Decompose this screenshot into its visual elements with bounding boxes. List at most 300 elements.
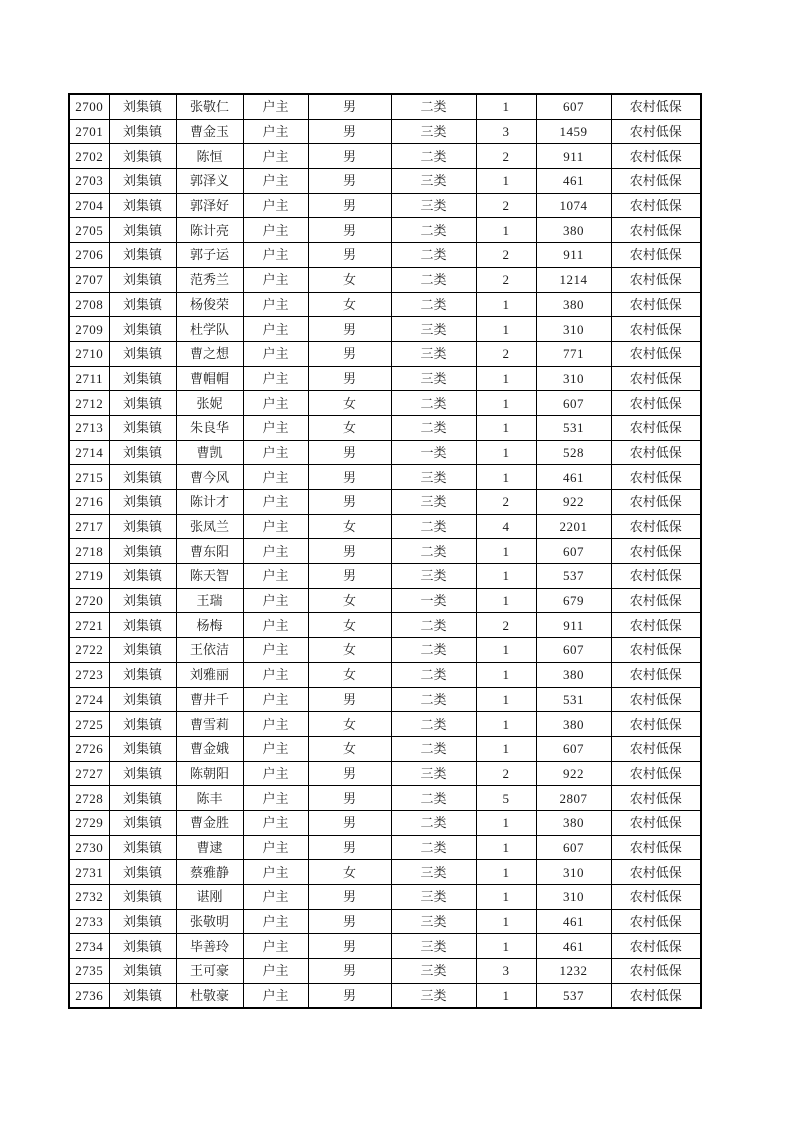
gender-cell: 男 xyxy=(308,885,391,910)
gender-cell: 女 xyxy=(308,415,391,440)
category-cell: 三类 xyxy=(391,564,476,589)
gender-cell: 男 xyxy=(308,983,391,1008)
serial-cell: 2703 xyxy=(69,169,109,194)
table-row xyxy=(69,193,701,218)
town-cell: 刘集镇 xyxy=(109,415,176,440)
amount-cell: 2807 xyxy=(536,786,611,811)
table-row xyxy=(69,662,701,687)
subsidy-type-cell: 农村低保 xyxy=(611,267,701,292)
name-cell: 朱良华 xyxy=(176,415,243,440)
name-cell: 曹雪莉 xyxy=(176,712,243,737)
relation-cell: 户主 xyxy=(243,267,308,292)
subsidy-type-cell: 农村低保 xyxy=(611,712,701,737)
table-row xyxy=(69,934,701,959)
table-row xyxy=(69,564,701,589)
household-count-cell: 1 xyxy=(476,391,536,416)
category-cell: 三类 xyxy=(391,366,476,391)
amount-cell: 531 xyxy=(536,687,611,712)
amount-cell: 607 xyxy=(536,539,611,564)
serial-cell: 2733 xyxy=(69,909,109,934)
gender-cell: 男 xyxy=(308,169,391,194)
household-count-cell: 1 xyxy=(476,736,536,761)
town-cell: 刘集镇 xyxy=(109,588,176,613)
subsidy-type-cell: 农村低保 xyxy=(611,490,701,515)
relation-cell: 户主 xyxy=(243,564,308,589)
table-row xyxy=(69,959,701,984)
category-cell: 二类 xyxy=(391,662,476,687)
subsidy-type-cell: 农村低保 xyxy=(611,959,701,984)
amount-cell: 2201 xyxy=(536,514,611,539)
name-cell: 曹金娥 xyxy=(176,736,243,761)
amount-cell: 528 xyxy=(536,440,611,465)
gender-cell: 男 xyxy=(308,539,391,564)
welfare-register-table xyxy=(68,93,702,1009)
subsidy-type-cell: 农村低保 xyxy=(611,193,701,218)
amount-cell: 911 xyxy=(536,144,611,169)
serial-cell: 2729 xyxy=(69,810,109,835)
relation-cell: 户主 xyxy=(243,119,308,144)
table-row xyxy=(69,539,701,564)
table-row xyxy=(69,761,701,786)
amount-cell: 380 xyxy=(536,292,611,317)
table-row xyxy=(69,885,701,910)
amount-cell: 922 xyxy=(536,761,611,786)
relation-cell: 户主 xyxy=(243,243,308,268)
name-cell: 郭泽好 xyxy=(176,193,243,218)
serial-cell: 2712 xyxy=(69,391,109,416)
serial-cell: 2736 xyxy=(69,983,109,1008)
name-cell: 张凤兰 xyxy=(176,514,243,539)
gender-cell: 女 xyxy=(308,736,391,761)
serial-cell: 2732 xyxy=(69,885,109,910)
serial-cell: 2730 xyxy=(69,835,109,860)
relation-cell: 户主 xyxy=(243,860,308,885)
category-cell: 二类 xyxy=(391,391,476,416)
relation-cell: 户主 xyxy=(243,169,308,194)
household-count-cell: 3 xyxy=(476,119,536,144)
gender-cell: 男 xyxy=(308,761,391,786)
table-row xyxy=(69,391,701,416)
subsidy-type-cell: 农村低保 xyxy=(611,662,701,687)
town-cell: 刘集镇 xyxy=(109,712,176,737)
category-cell: 二类 xyxy=(391,243,476,268)
amount-cell: 1232 xyxy=(536,959,611,984)
serial-cell: 2731 xyxy=(69,860,109,885)
category-cell: 二类 xyxy=(391,613,476,638)
relation-cell: 户主 xyxy=(243,638,308,663)
gender-cell: 男 xyxy=(308,909,391,934)
amount-cell: 911 xyxy=(536,613,611,638)
town-cell: 刘集镇 xyxy=(109,440,176,465)
relation-cell: 户主 xyxy=(243,440,308,465)
town-cell: 刘集镇 xyxy=(109,539,176,564)
amount-cell: 461 xyxy=(536,909,611,934)
serial-cell: 2717 xyxy=(69,514,109,539)
subsidy-type-cell: 农村低保 xyxy=(611,292,701,317)
subsidy-type-cell: 农村低保 xyxy=(611,465,701,490)
category-cell: 三类 xyxy=(391,885,476,910)
gender-cell: 男 xyxy=(308,687,391,712)
table-row xyxy=(69,440,701,465)
town-cell: 刘集镇 xyxy=(109,119,176,144)
household-count-cell: 4 xyxy=(476,514,536,539)
relation-cell: 户主 xyxy=(243,835,308,860)
category-cell: 二类 xyxy=(391,810,476,835)
relation-cell: 户主 xyxy=(243,687,308,712)
household-count-cell: 2 xyxy=(476,761,536,786)
relation-cell: 户主 xyxy=(243,810,308,835)
town-cell: 刘集镇 xyxy=(109,761,176,786)
amount-cell: 1459 xyxy=(536,119,611,144)
subsidy-type-cell: 农村低保 xyxy=(611,860,701,885)
relation-cell: 户主 xyxy=(243,144,308,169)
serial-cell: 2720 xyxy=(69,588,109,613)
serial-cell: 2710 xyxy=(69,341,109,366)
town-cell: 刘集镇 xyxy=(109,687,176,712)
household-count-cell: 2 xyxy=(476,490,536,515)
serial-cell: 2719 xyxy=(69,564,109,589)
table-row xyxy=(69,860,701,885)
serial-cell: 2707 xyxy=(69,267,109,292)
category-cell: 三类 xyxy=(391,959,476,984)
household-count-cell: 1 xyxy=(476,588,536,613)
serial-cell: 2706 xyxy=(69,243,109,268)
amount-cell: 922 xyxy=(536,490,611,515)
category-cell: 三类 xyxy=(391,490,476,515)
serial-cell: 2702 xyxy=(69,144,109,169)
town-cell: 刘集镇 xyxy=(109,786,176,811)
household-count-cell: 2 xyxy=(476,243,536,268)
relation-cell: 户主 xyxy=(243,786,308,811)
household-count-cell: 2 xyxy=(476,144,536,169)
relation-cell: 户主 xyxy=(243,317,308,342)
category-cell: 二类 xyxy=(391,415,476,440)
subsidy-type-cell: 农村低保 xyxy=(611,243,701,268)
relation-cell: 户主 xyxy=(243,934,308,959)
household-count-cell: 1 xyxy=(476,909,536,934)
gender-cell: 男 xyxy=(308,193,391,218)
name-cell: 曹帽帽 xyxy=(176,366,243,391)
gender-cell: 男 xyxy=(308,317,391,342)
name-cell: 曹金胜 xyxy=(176,810,243,835)
household-count-cell: 1 xyxy=(476,539,536,564)
gender-cell: 女 xyxy=(308,292,391,317)
household-count-cell: 2 xyxy=(476,193,536,218)
category-cell: 三类 xyxy=(391,860,476,885)
table-row xyxy=(69,415,701,440)
relation-cell: 户主 xyxy=(243,613,308,638)
subsidy-type-cell: 农村低保 xyxy=(611,341,701,366)
category-cell: 二类 xyxy=(391,267,476,292)
town-cell: 刘集镇 xyxy=(109,490,176,515)
household-count-cell: 5 xyxy=(476,786,536,811)
amount-cell: 771 xyxy=(536,341,611,366)
table-row xyxy=(69,687,701,712)
name-cell: 曹金玉 xyxy=(176,119,243,144)
town-cell: 刘集镇 xyxy=(109,983,176,1008)
town-cell: 刘集镇 xyxy=(109,934,176,959)
household-count-cell: 1 xyxy=(476,94,536,119)
category-cell: 三类 xyxy=(391,169,476,194)
town-cell: 刘集镇 xyxy=(109,909,176,934)
name-cell: 陈恒 xyxy=(176,144,243,169)
name-cell: 王依洁 xyxy=(176,638,243,663)
subsidy-type-cell: 农村低保 xyxy=(611,786,701,811)
household-count-cell: 1 xyxy=(476,860,536,885)
serial-cell: 2708 xyxy=(69,292,109,317)
category-cell: 二类 xyxy=(391,218,476,243)
category-cell: 二类 xyxy=(391,638,476,663)
gender-cell: 男 xyxy=(308,119,391,144)
category-cell: 二类 xyxy=(391,687,476,712)
table-row xyxy=(69,736,701,761)
subsidy-type-cell: 农村低保 xyxy=(611,564,701,589)
category-cell: 二类 xyxy=(391,292,476,317)
amount-cell: 461 xyxy=(536,934,611,959)
relation-cell: 户主 xyxy=(243,712,308,737)
relation-cell: 户主 xyxy=(243,983,308,1008)
category-cell: 三类 xyxy=(391,983,476,1008)
name-cell: 陈朝阳 xyxy=(176,761,243,786)
amount-cell: 537 xyxy=(536,983,611,1008)
household-count-cell: 1 xyxy=(476,465,536,490)
town-cell: 刘集镇 xyxy=(109,366,176,391)
gender-cell: 男 xyxy=(308,835,391,860)
household-count-cell: 1 xyxy=(476,687,536,712)
subsidy-type-cell: 农村低保 xyxy=(611,94,701,119)
subsidy-type-cell: 农村低保 xyxy=(611,119,701,144)
category-cell: 一类 xyxy=(391,440,476,465)
subsidy-type-cell: 农村低保 xyxy=(611,613,701,638)
relation-cell: 户主 xyxy=(243,465,308,490)
town-cell: 刘集镇 xyxy=(109,465,176,490)
town-cell: 刘集镇 xyxy=(109,243,176,268)
relation-cell: 户主 xyxy=(243,662,308,687)
table-row xyxy=(69,490,701,515)
serial-cell: 2715 xyxy=(69,465,109,490)
category-cell: 二类 xyxy=(391,736,476,761)
household-count-cell: 2 xyxy=(476,613,536,638)
name-cell: 范秀兰 xyxy=(176,267,243,292)
subsidy-type-cell: 农村低保 xyxy=(611,391,701,416)
name-cell: 杨梅 xyxy=(176,613,243,638)
subsidy-type-cell: 农村低保 xyxy=(611,934,701,959)
town-cell: 刘集镇 xyxy=(109,885,176,910)
category-cell: 三类 xyxy=(391,934,476,959)
name-cell: 王可豪 xyxy=(176,959,243,984)
category-cell: 二类 xyxy=(391,835,476,860)
table-row xyxy=(69,638,701,663)
amount-cell: 607 xyxy=(536,94,611,119)
relation-cell: 户主 xyxy=(243,415,308,440)
subsidy-type-cell: 农村低保 xyxy=(611,440,701,465)
household-count-cell: 1 xyxy=(476,983,536,1008)
subsidy-type-cell: 农村低保 xyxy=(611,687,701,712)
table-row xyxy=(69,514,701,539)
amount-cell: 537 xyxy=(536,564,611,589)
amount-cell: 310 xyxy=(536,317,611,342)
table-row xyxy=(69,613,701,638)
amount-cell: 380 xyxy=(536,218,611,243)
name-cell: 谌刚 xyxy=(176,885,243,910)
gender-cell: 男 xyxy=(308,243,391,268)
table-row xyxy=(69,292,701,317)
subsidy-type-cell: 农村低保 xyxy=(611,835,701,860)
amount-cell: 911 xyxy=(536,243,611,268)
category-cell: 三类 xyxy=(391,317,476,342)
gender-cell: 男 xyxy=(308,490,391,515)
table-row xyxy=(69,169,701,194)
category-cell: 二类 xyxy=(391,514,476,539)
relation-cell: 户主 xyxy=(243,761,308,786)
relation-cell: 户主 xyxy=(243,959,308,984)
household-count-cell: 1 xyxy=(476,835,536,860)
subsidy-type-cell: 农村低保 xyxy=(611,514,701,539)
amount-cell: 1074 xyxy=(536,193,611,218)
gender-cell: 男 xyxy=(308,341,391,366)
gender-cell: 女 xyxy=(308,860,391,885)
gender-cell: 女 xyxy=(308,712,391,737)
household-count-cell: 1 xyxy=(476,440,536,465)
household-count-cell: 1 xyxy=(476,317,536,342)
table-row xyxy=(69,218,701,243)
town-cell: 刘集镇 xyxy=(109,638,176,663)
gender-cell: 女 xyxy=(308,662,391,687)
gender-cell: 女 xyxy=(308,267,391,292)
household-count-cell: 1 xyxy=(476,169,536,194)
serial-cell: 2725 xyxy=(69,712,109,737)
table-row xyxy=(69,317,701,342)
subsidy-type-cell: 农村低保 xyxy=(611,144,701,169)
relation-cell: 户主 xyxy=(243,218,308,243)
table-row xyxy=(69,94,701,119)
household-count-cell: 1 xyxy=(476,218,536,243)
amount-cell: 310 xyxy=(536,885,611,910)
relation-cell: 户主 xyxy=(243,391,308,416)
town-cell: 刘集镇 xyxy=(109,193,176,218)
amount-cell: 679 xyxy=(536,588,611,613)
name-cell: 王瑞 xyxy=(176,588,243,613)
name-cell: 陈丰 xyxy=(176,786,243,811)
relation-cell: 户主 xyxy=(243,909,308,934)
subsidy-type-cell: 农村低保 xyxy=(611,810,701,835)
serial-cell: 2735 xyxy=(69,959,109,984)
town-cell: 刘集镇 xyxy=(109,391,176,416)
relation-cell: 户主 xyxy=(243,94,308,119)
gender-cell: 男 xyxy=(308,465,391,490)
table-row xyxy=(69,983,701,1008)
subsidy-type-cell: 农村低保 xyxy=(611,169,701,194)
household-count-cell: 2 xyxy=(476,341,536,366)
gender-cell: 女 xyxy=(308,588,391,613)
table-row xyxy=(69,786,701,811)
table-row xyxy=(69,712,701,737)
category-cell: 二类 xyxy=(391,94,476,119)
household-count-cell: 1 xyxy=(476,662,536,687)
amount-cell: 1214 xyxy=(536,267,611,292)
table-row xyxy=(69,366,701,391)
name-cell: 郭泽义 xyxy=(176,169,243,194)
table-row xyxy=(69,243,701,268)
household-count-cell: 1 xyxy=(476,292,536,317)
table-row xyxy=(69,267,701,292)
category-cell: 三类 xyxy=(391,465,476,490)
town-cell: 刘集镇 xyxy=(109,514,176,539)
serial-cell: 2714 xyxy=(69,440,109,465)
household-count-cell: 3 xyxy=(476,959,536,984)
amount-cell: 607 xyxy=(536,391,611,416)
household-count-cell: 1 xyxy=(476,366,536,391)
town-cell: 刘集镇 xyxy=(109,860,176,885)
table-row xyxy=(69,909,701,934)
gender-cell: 男 xyxy=(308,366,391,391)
town-cell: 刘集镇 xyxy=(109,94,176,119)
gender-cell: 女 xyxy=(308,638,391,663)
name-cell: 张妮 xyxy=(176,391,243,416)
subsidy-type-cell: 农村低保 xyxy=(611,736,701,761)
amount-cell: 380 xyxy=(536,712,611,737)
serial-cell: 2727 xyxy=(69,761,109,786)
relation-cell: 户主 xyxy=(243,341,308,366)
welfare-register-body xyxy=(69,94,701,1008)
gender-cell: 男 xyxy=(308,810,391,835)
name-cell: 杜敬豪 xyxy=(176,983,243,1008)
subsidy-type-cell: 农村低保 xyxy=(611,415,701,440)
town-cell: 刘集镇 xyxy=(109,341,176,366)
household-count-cell: 1 xyxy=(476,638,536,663)
relation-cell: 户主 xyxy=(243,366,308,391)
gender-cell: 男 xyxy=(308,934,391,959)
town-cell: 刘集镇 xyxy=(109,959,176,984)
table-row xyxy=(69,119,701,144)
gender-cell: 男 xyxy=(308,564,391,589)
gender-cell: 男 xyxy=(308,94,391,119)
household-count-cell: 1 xyxy=(476,810,536,835)
subsidy-type-cell: 农村低保 xyxy=(611,539,701,564)
gender-cell: 男 xyxy=(308,786,391,811)
subsidy-type-cell: 农村低保 xyxy=(611,761,701,786)
relation-cell: 户主 xyxy=(243,514,308,539)
town-cell: 刘集镇 xyxy=(109,317,176,342)
household-count-cell: 2 xyxy=(476,267,536,292)
name-cell: 张敬仁 xyxy=(176,94,243,119)
name-cell: 陈天智 xyxy=(176,564,243,589)
serial-cell: 2716 xyxy=(69,490,109,515)
subsidy-type-cell: 农村低保 xyxy=(611,638,701,663)
household-count-cell: 1 xyxy=(476,415,536,440)
category-cell: 二类 xyxy=(391,712,476,737)
subsidy-type-cell: 农村低保 xyxy=(611,218,701,243)
category-cell: 三类 xyxy=(391,761,476,786)
town-cell: 刘集镇 xyxy=(109,218,176,243)
amount-cell: 607 xyxy=(536,835,611,860)
category-cell: 一类 xyxy=(391,588,476,613)
name-cell: 曹东阳 xyxy=(176,539,243,564)
serial-cell: 2705 xyxy=(69,218,109,243)
subsidy-type-cell: 农村低保 xyxy=(611,366,701,391)
relation-cell: 户主 xyxy=(243,539,308,564)
name-cell: 杨俊荣 xyxy=(176,292,243,317)
amount-cell: 607 xyxy=(536,638,611,663)
category-cell: 二类 xyxy=(391,786,476,811)
name-cell: 曹之想 xyxy=(176,341,243,366)
name-cell: 蔡雅静 xyxy=(176,860,243,885)
name-cell: 杜学队 xyxy=(176,317,243,342)
serial-cell: 2713 xyxy=(69,415,109,440)
category-cell: 三类 xyxy=(391,193,476,218)
amount-cell: 380 xyxy=(536,810,611,835)
amount-cell: 461 xyxy=(536,465,611,490)
